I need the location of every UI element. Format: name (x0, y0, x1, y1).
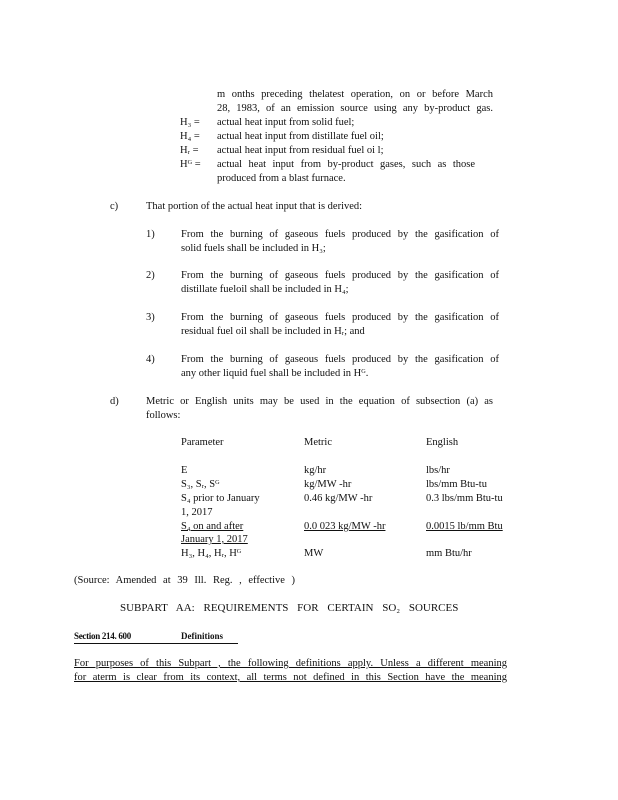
definition-symbol: Hᴳ = (180, 159, 201, 170)
table-cell-parameter: S₄ prior to January (181, 493, 260, 504)
table-cell-english: 0.0015 lb/mm Btu (426, 521, 503, 532)
definition-symbol: H₃ = (180, 117, 200, 128)
table-header-english: English (426, 437, 459, 448)
section-c-label: c) (110, 201, 119, 212)
table-cell-english: lbs/mm Btu-tu (426, 479, 487, 490)
subpart-heading: SUBPART AA: REQUIREMENTS FOR CERTAIN SO₂ SOURCES (120, 602, 459, 614)
table-cell-parameter: January 1, 2017 (181, 534, 248, 545)
section-number: Section 214. 600 (74, 631, 131, 641)
section-d-line-1: Metric or English units may be used in the equation of subsection (a) as (146, 396, 493, 407)
table-cell-parameter: H₃, H₄, Hᵣ, Hᴳ (181, 548, 242, 559)
list-item-number: 2) (146, 270, 155, 281)
table-cell-english: lbs/hr (426, 465, 450, 476)
list-item-number: 4) (146, 354, 155, 365)
list-item-line: From the burning of gaseous fuels produced by the gasification of (181, 312, 499, 323)
definition-text: actual heat input from by-product gases, such as those (217, 159, 475, 170)
list-item-line: any other liquid fuel shall be included in Hᴳ. (181, 368, 369, 379)
list-item-number: 1) (146, 229, 155, 240)
section-title: Definitions (181, 631, 224, 641)
definition-symbol: Hᵣ = (180, 145, 199, 156)
section-c-text: That portion of the actual heat input that is derived: (146, 201, 363, 212)
source-note: (Source: Amended at 39 Ill. Reg. , effective ) (74, 575, 296, 586)
table-cell-metric: MW (304, 548, 324, 559)
table-cell-english: mm Btu/hr (426, 548, 472, 559)
top-paragraph-line-2: 28, 1983, of an emission source using any by-product gas. (217, 103, 493, 114)
table-cell-parameter: S₃, Sᵣ, Sᴳ (181, 479, 220, 490)
list-item-number: 3) (146, 312, 155, 323)
table-cell-metric: 0.0 023 kg/MW -hr (304, 521, 386, 532)
definition-symbol: H₄ = (180, 131, 200, 142)
section-d-line-2: follows: (146, 410, 181, 421)
table-cell-metric: 0.46 kg/MW -hr (304, 493, 373, 504)
closing-paragraph-line-1: For purposes of this Subpart , the following definitions apply. Unless a different meaning (74, 658, 507, 669)
list-item-line: distillate fueloil shall be included in H₄; (181, 284, 349, 295)
table-header-metric: Metric (304, 437, 332, 448)
table-header-parameter: Parameter (181, 437, 224, 448)
list-item-line: From the burning of gaseous fuels produced by the gasification of (181, 354, 499, 365)
list-item-line: solid fuels shall be included in H₃; (181, 243, 326, 254)
definition-text: actual heat input from residual fuel oi l; (217, 145, 384, 156)
table-cell-metric: kg/MW -hr (304, 479, 352, 490)
table-cell-parameter: E (181, 465, 188, 476)
definition-text: actual heat input from solid fuel; (217, 117, 355, 128)
top-paragraph-line-1: m onths preceding thelatest operation, on or before March (217, 89, 493, 100)
list-item-line: From the burning of gaseous fuels produced by the gasification of (181, 270, 499, 281)
definition-text: actual heat input from distillate fuel oil; (217, 131, 384, 142)
table-cell-metric: kg/hr (304, 465, 327, 476)
list-item-line: residual fuel oil shall be included in Hᵣ; and (181, 326, 365, 337)
table-cell-parameter: S₄ on and after (181, 521, 244, 532)
section-heading-underline (74, 643, 238, 644)
table-cell-parameter: 1, 2017 (181, 507, 213, 518)
section-d-label: d) (110, 396, 119, 407)
table-cell-english: 0.3 lbs/mm Btu-tu (426, 493, 503, 504)
list-item-line: From the burning of gaseous fuels produced by the gasification of (181, 229, 499, 240)
definition-continuation: produced from a blast furnace. (217, 173, 346, 184)
closing-paragraph-line-2: for aterm is clear from its context, all terms not defined in this Section have the meaning (74, 672, 507, 683)
